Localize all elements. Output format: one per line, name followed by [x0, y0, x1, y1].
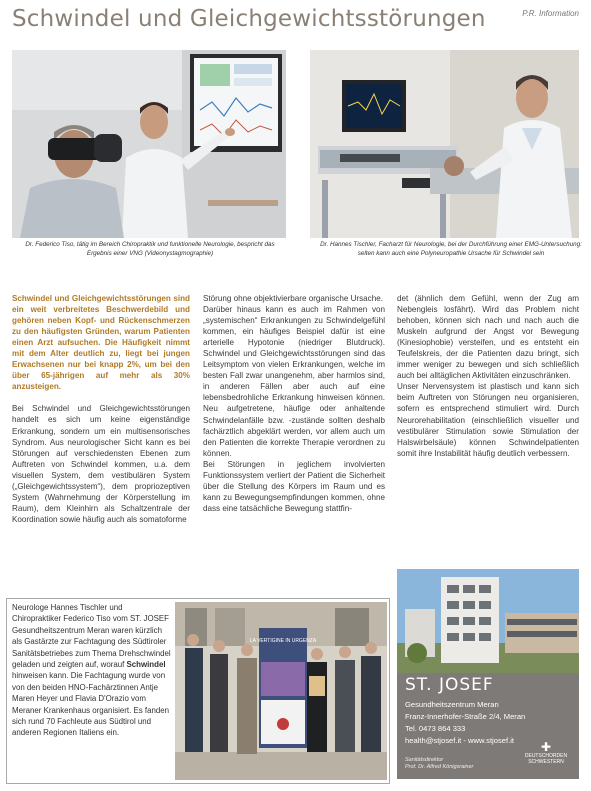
photo-conference-group: [175, 602, 387, 780]
pr-information-tag: P.R. Information: [522, 9, 579, 18]
banner-text: LA VERTIGINE IN URGENZA: [249, 638, 317, 644]
paragraph: Bei Störungen in jeglichem involvierten Funktionssystem verliert der Patient die Sicherheit über die Stellung des Körpers im Raum und es kann zu Bewegungsempfindungen kommen, ohne dass eine tatsächliche Bewegung stattfin-: [203, 459, 385, 513]
paragraph: Unser Nervensystem ist plastisch und kann sich beim Auftreten von Störungen neu organisieren, sofern es entsprechend stimuliert wird. Durch Neurorehabilitation (einschließlich visueller und vestibulärer Stimulation sowie Stimulation der Halswirbelsäule) können Schwindelpatienten somit ihre Instabilität häufig deutlich verbessern.: [397, 382, 579, 458]
photo-emg-exam: [310, 50, 579, 238]
article-column-1: [12, 293, 190, 525]
st-josef-advert: [397, 569, 579, 779]
article-column-2: [203, 293, 385, 514]
brand-name: ST. JOSEF: [405, 675, 494, 695]
photo-vng-exam: [12, 50, 286, 238]
cross-icon: ✚: [540, 740, 552, 754]
article-column-3: [397, 293, 579, 459]
paragraph: Darüber hinaus kann es auch im Rahmen von „systemischen“ Erkrankungen zu Schwindelgefühl kommen, ein häufiges Beispiel dafür ist eine arterielle Hypotonie (niedriger Blutdruck). Schwindel und Gleichgewichtsstörungen sind das Leitsymptom von vielen Erkrankungen, welche im besten Fall zwar unangenehm, aber harmlos sind, in anderen Fällen aber auch auf eine lebensbedrohliche Erkrankung hinweisen können. Neu aufgetretene, häufige oder anhaltende Schwindelanfälle bzw. -zustände sollten deshalb fachärztlich abgeklärt werden, vor allem auch um den Patienten die korrekte Therapie verordnen zu können.: [203, 305, 385, 458]
building-photo: [397, 569, 579, 673]
paragraph: Bei Schwindel und Gleichgewichtsstörungen handelt es sich um keine eigenständige Erkrankung, sondern um ein multisensorisches Syndrom. Aus neurologischer Sicht kann es bei Störungen auf verschiedensten Ebenen zum Auftreten von Schwindel kommen, u.a. dem visuellen System, dem vestibulären System („Gleichgewichtssystem“), dem propriozeptiven System (Wahrnehmung der Körperstellung im Raum), dem Kleinhirn als Schaltzentrale der Koordination sowie häufig auch als somatoforme: [12, 404, 190, 524]
contact-info: Gesundheitszentrum Meran Franz-Innerhofer-Straße 2/4, Meran Tel. 0473 864 333 health@stjosef.it - www.stjosef.it: [405, 700, 526, 745]
paragraph: det (ähnlich dem Gefühl, wenn der Zug am Nebengleis losfährt). Wird das Problem nicht behoben, können sich nach und nach auch die Muskeln aufgrund der Angst vor Bewegung (Kinesiophobie) versteifen, und es entsteht ein Teufelskreis, der die Patienten dazu bringt, sich immer weniger zu bewegen und sich schließlich auch bei alltäglichen Aktivitäten einzuschränken.: [397, 294, 579, 381]
email-web: health@stjosef.it - www.stjosef.it: [405, 736, 514, 745]
conference-infobox: [6, 598, 390, 784]
paragraph: Störung ohne objektivierbare organische Ursache.: [203, 294, 383, 303]
order-logo: ✚ DEUTSCHORDEN SCHWESTERN: [521, 741, 571, 765]
phone-number: Tel. 0473 864 333: [405, 724, 466, 733]
lead-paragraph: Schwindel und Gleichgewichtsstörungen sind ein weit verbreitetes Beschwerdebild und gehören neben Kopf- und Rückenschmerzen zu den häufigsten Gründen, warum Patienten einen Arzt aufsuchen. Die Häufigkeit nimmt mit dem Alter deutlich zu, liegt bei jungen Erwachsenen nur bei knapp 2%, um bei den über 65-jährigen auf mehr als 30% anzusteigen.: [12, 294, 190, 392]
caption-left: Dr. Federico Tiso, tätig im Bereich Chiropraktik und funktionelle Neurologie, bespricht das Ergebnis einer VNG (Videonystagmographie): [25, 241, 275, 257]
director-signature: Sanitätsdirektor Prof. Dr. Alfred Königsrainer: [405, 757, 474, 770]
page-title: Schwindel und Gleichgewichtsstörungen: [12, 6, 486, 32]
caption-right: Dr. Hannes Tischler, Facharzt für Neurologie, bei der Durchführung einer EMG-Untersuchung: selten kann auch eine Polyneuropathie Ursache für Schwindel sein: [320, 241, 582, 257]
infobox-text: Neurologe Hannes Tischler und Chiropraktiker Federico Tiso vom ST. JOSEF Gesundheitszentrum Meran waren kürzlich als Gastärzte zur Fachtagung des Südtiroler Sanitätsbetriebes zum Thema Drehschwindel geladen und zeigten auf, worauf Schwindel hinweisen kann. Die Fachtagung wurde von von den beiden HNO-Fachärztinnen Antje Maren Heyer und Flavia D'Orazio vom Meraner Krankenhaus organisiert. Es fanden sich rund 70 Fachleute aus Südtirol und anderen Regionen Italiens ein.: [12, 603, 171, 738]
infobox-bold-word: Schwindel: [126, 660, 166, 670]
